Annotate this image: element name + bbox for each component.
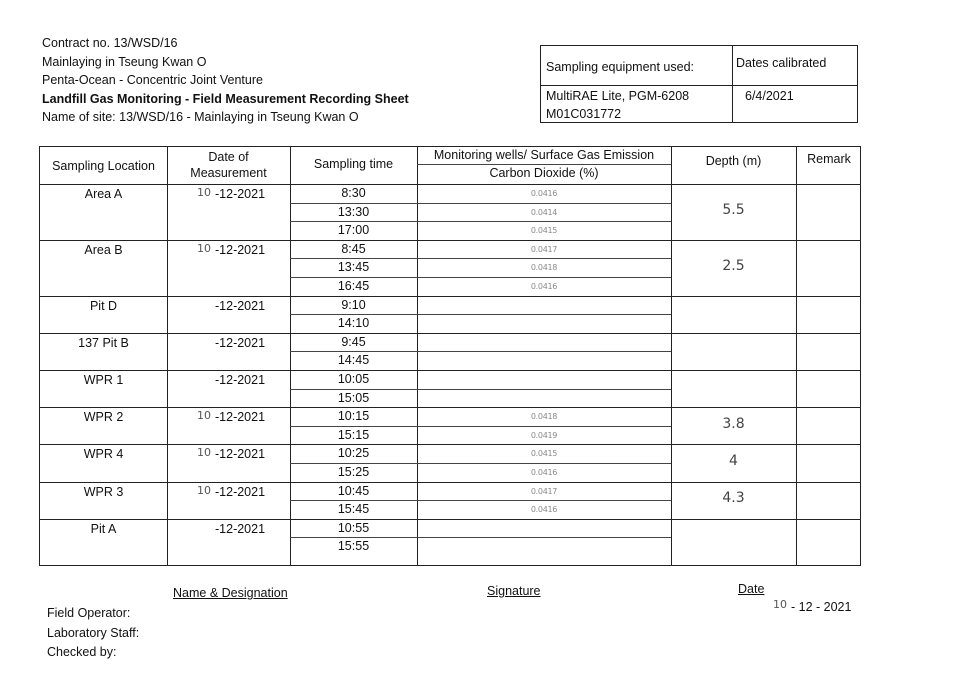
header-remark: Remark — [807, 152, 851, 166]
sampling-time-cell: 15:55 — [337, 539, 370, 554]
header-sampling-time: Sampling time — [313, 157, 394, 171]
depth-value-handwritten: 2.5 — [722, 257, 745, 274]
location-cell: WPR 1 — [83, 373, 124, 387]
co2-value-handwritten: 0.0419 — [530, 430, 558, 440]
contract-number: Contract no. 13/WSD/16 — [42, 36, 178, 50]
sampling-time-cell: 15:25 — [337, 465, 370, 479]
equipment-row-divider — [541, 85, 857, 86]
measurement-table — [39, 146, 861, 566]
date-day-handwritten: 10 — [197, 241, 211, 255]
row-divider — [290, 258, 671, 259]
sampling-time-cell: 10:15 — [337, 409, 370, 424]
depth-value-handwritten: 4 — [729, 453, 738, 469]
date-heading: Date — [738, 582, 765, 596]
sampling-time-cell: 15:15 — [337, 427, 370, 442]
sampling-time-cell: 8:30 — [341, 186, 366, 200]
location-cell: WPR 3 — [83, 484, 124, 499]
co2-value-handwritten: 0.0415 — [530, 449, 558, 459]
date-day-handwritten: 10 — [197, 483, 211, 497]
sampling-time-cell: 17:00 — [337, 223, 370, 238]
row-divider — [290, 314, 671, 315]
column-divider — [167, 147, 168, 565]
co2-value-handwritten: 0.0414 — [530, 207, 558, 217]
row-divider — [290, 351, 671, 352]
sampling-time-cell: 10:45 — [337, 483, 370, 498]
date-cell: -12-2021 — [215, 335, 266, 350]
header-carbon-dioxide: Carbon Dioxide (%) — [489, 166, 599, 180]
row-divider — [290, 277, 671, 278]
header-depth: Depth (m) — [705, 154, 762, 168]
sampling-time-cell: 9:10 — [341, 297, 366, 312]
group-divider — [40, 240, 860, 241]
co2-value-handwritten: 0.0415 — [530, 226, 558, 236]
date-cell: -12-2021 — [215, 242, 266, 257]
header-sampling-location: Sampling Location — [52, 159, 155, 173]
date-cell: -12-2021 — [215, 447, 266, 462]
location-cell: Pit A — [90, 521, 117, 536]
equipment-divider — [732, 46, 733, 122]
dates-calibrated-label: Dates calibrated — [736, 56, 827, 70]
date-cell: -12-2021 — [215, 410, 266, 425]
group-divider — [40, 482, 860, 483]
row-divider — [290, 426, 671, 427]
column-divider — [796, 147, 797, 565]
row-divider — [290, 221, 671, 222]
sampling-time-cell: 9:45 — [341, 334, 366, 349]
group-divider — [40, 407, 860, 408]
group-divider — [40, 296, 860, 297]
co2-value-handwritten: 0.0416 — [530, 468, 558, 477]
sampling-time-cell: 14:45 — [337, 353, 370, 368]
date-cell: -12-2021 — [215, 298, 266, 313]
header-date-line2: Measurement — [190, 166, 267, 180]
location-cell: Area A — [84, 187, 123, 201]
sheet-title: Landfill Gas Monitoring - Field Measurement Recording Sheet — [42, 91, 409, 106]
location-cell: Pit D — [89, 298, 118, 313]
sampling-time-cell: 8:45 — [341, 241, 366, 256]
document-header — [42, 34, 409, 127]
date-cell: -12-2021 — [215, 187, 266, 201]
equipment-label: Sampling equipment used: — [546, 60, 695, 74]
site-name: Name of site: 13/WSD/16 - Mainlaying in Tseung Kwan O — [42, 110, 359, 124]
sampling-time-cell: 13:45 — [337, 260, 370, 275]
calibration-date: 6/4/2021 — [745, 89, 794, 103]
sampling-time-cell: 16:45 — [337, 279, 370, 293]
checked-by-label: Checked by: — [47, 645, 117, 659]
project-name: Mainlaying in Tseung Kwan O — [42, 54, 207, 69]
date-day-handwritten: 10 — [197, 446, 211, 460]
location-cell: WPR 2 — [83, 410, 124, 425]
depth-value-handwritten: 5.5 — [722, 201, 745, 218]
sampling-time-cell: 10:05 — [337, 372, 370, 386]
sampling-time-cell: 13:30 — [337, 204, 370, 219]
location-cell: WPR 4 — [83, 447, 124, 462]
equipment-model: MultiRAE Lite, PGM-6208 — [546, 89, 690, 103]
row-divider — [290, 537, 671, 538]
equipment-serial: M01C031772 — [546, 107, 622, 121]
location-cell: 137 Pit B — [78, 335, 129, 350]
sampling-time-cell: 14:10 — [337, 316, 370, 331]
depth-value-handwritten: 4.3 — [722, 490, 745, 507]
laboratory-staff-label: Laboratory Staff: — [47, 626, 140, 640]
co2-value-handwritten: 0.0417 — [530, 486, 558, 496]
sampling-time-cell: 15:45 — [337, 502, 370, 517]
contractor-name: Penta-Ocean - Concentric Joint Venture — [42, 73, 263, 87]
row-divider — [290, 389, 671, 390]
row-divider — [290, 500, 671, 501]
header-date-line1: Date of — [208, 150, 249, 164]
header-monitoring: Monitoring wells/ Surface Gas Emission — [433, 148, 655, 162]
monitoring-header-divider — [417, 164, 671, 165]
sampling-time-cell: 10:25 — [337, 446, 370, 461]
sampling-time-cell: 10:55 — [337, 520, 370, 535]
footer-date-day: 10 — [773, 598, 787, 611]
field-operator-label: Field Operator: — [47, 606, 131, 620]
co2-value-handwritten: 0.0416 — [530, 282, 558, 291]
row-divider — [290, 203, 671, 204]
location-cell: Area B — [84, 242, 123, 257]
date-day-handwritten: 10 — [197, 186, 211, 199]
co2-value-handwritten: 0.0417 — [530, 244, 558, 254]
co2-value-handwritten: 0.0416 — [530, 505, 558, 515]
date-cell: -12-2021 — [215, 521, 266, 536]
co2-value-handwritten: 0.0416 — [530, 189, 558, 198]
date-cell: -12-2021 — [215, 373, 266, 387]
date-cell: -12-2021 — [215, 484, 266, 499]
co2-value-handwritten: 0.0418 — [530, 412, 558, 422]
equipment-box — [540, 45, 858, 123]
name-designation-heading: Name & Designation — [173, 586, 288, 600]
row-divider — [290, 463, 671, 464]
group-divider — [40, 519, 860, 520]
depth-value-handwritten: 3.8 — [722, 415, 745, 432]
group-divider — [40, 370, 860, 371]
date-day-handwritten: 10 — [197, 409, 211, 423]
co2-value-handwritten: 0.0418 — [530, 263, 558, 273]
footer-date-rest: - 12 - 2021 — [791, 600, 852, 614]
group-divider — [40, 444, 860, 445]
group-divider — [40, 333, 860, 334]
sampling-time-cell: 15:05 — [337, 390, 370, 405]
header-divider — [40, 184, 860, 185]
signature-heading: Signature — [487, 584, 541, 598]
